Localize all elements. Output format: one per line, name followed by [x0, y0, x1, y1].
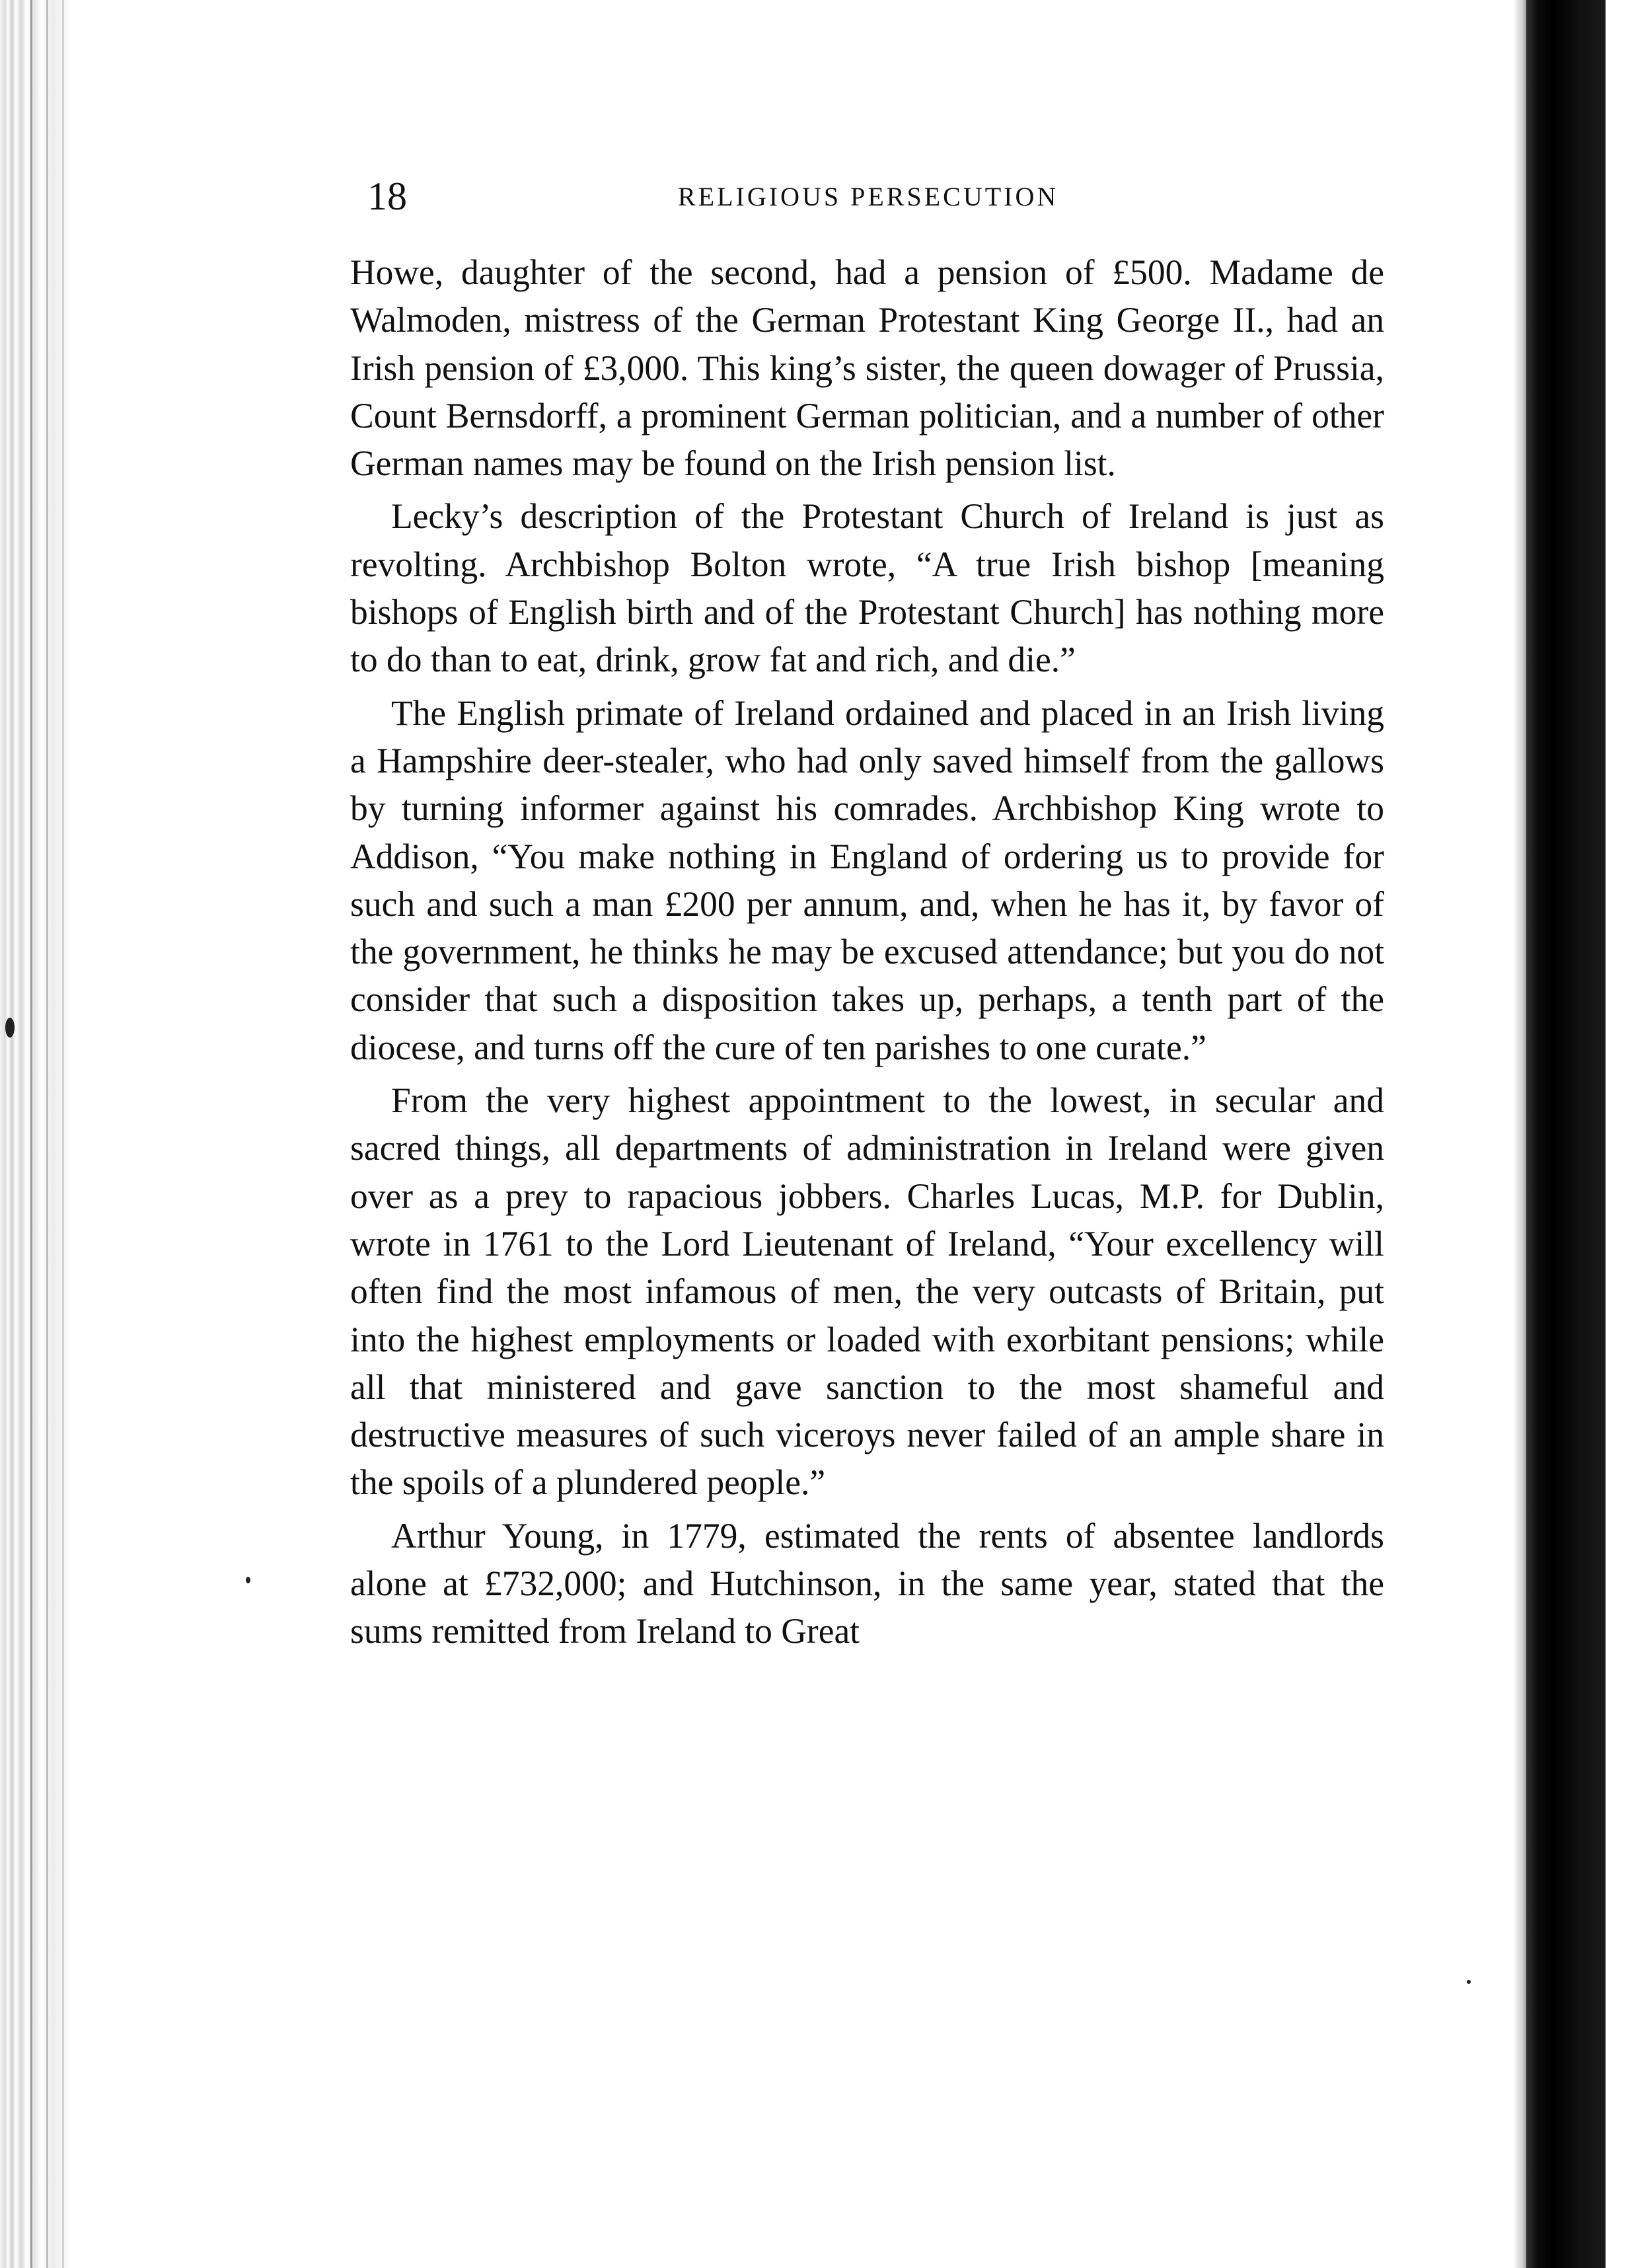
paragraph: Howe, daughter of the second, had a pension of £500. Madame de Walmoden, mistress of the German Protestant King George II., had an Irish pension of £3,000. This king’s sister, the queen dowager of Prussia, Count Bernsdorff, a prominent German politician, and a number of other German names may be found on the Irish pension list. [350, 252, 1384, 484]
body-text [350, 248, 1384, 1655]
paragraph: From the very highest appointment to the lowest, in secular and sacred things, all departments of administration in Ireland were given over as a prey to rapacious jobbers. Charles Lucas, M.P. for Dublin, wrote in 1761 to the Lord Lieutenant of Ireland, “Your excellency will often find the most infamous of men, the very outcasts of Britain, put into the highest employments or loaded with exorbitant pensions; while all that ministered and gave sanction to the most shameful and destructive measures of such viceroys never failed of an ample share in the spoils of a plundered people.” [350, 1080, 1384, 1503]
page-edge-margin [1606, 0, 1628, 2268]
gutter-line [30, 0, 32, 2268]
page-edge-dark [1526, 0, 1606, 2268]
scan-speck [5, 1018, 15, 1038]
gutter-line [46, 0, 48, 2268]
paragraph: Lecky’s description of the Protestant Church of Ireland is just as revolting. Archbishop Bolton wrote, “A true Irish bishop [meaning bishops of English birth and of the Protestant Church] has nothing more to do than to eat, drink, grow fat and rich, and die.” [350, 496, 1384, 680]
scan-speck [246, 1577, 250, 1583]
page-header [367, 173, 1378, 219]
running-title: RELIGIOUS PERSECUTION [678, 182, 1059, 211]
paragraph: The English primate of Ireland ordained and placed in an Irish living a Hampshire deer-stealer, who had only saved himself from the gallows by turning informer against his comrades. Archbishop King wrote to Addison, “You make nothing in England of ordering us to provide for such and such a man £200 per annum, and, when he has it, by favor of the government, he thinks he may be excused attendance; but you do not consider that such a disposition takes up, perhaps, a tenth part of the diocese, and turns off the cure of ten parishes to one curate.” [350, 693, 1384, 1067]
paragraph: Arthur Young, in 1779, estimated the rents of absentee landlords alone at £732,000; and Hutchinson, in the same year, stated that the sums remitted from Ireland to Great [350, 1515, 1384, 1651]
gutter-line [62, 0, 64, 2268]
scan-speck [1467, 1980, 1471, 1984]
page-number: 18 [367, 174, 407, 218]
